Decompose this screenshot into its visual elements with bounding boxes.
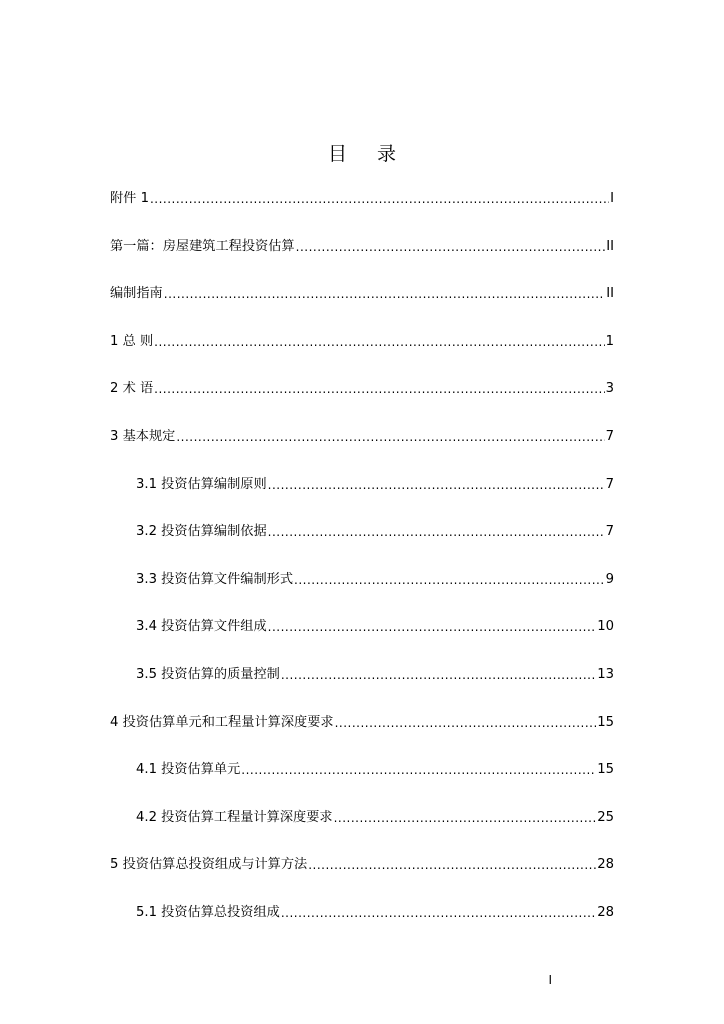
toc-entry-label: 4.2 投资估算工程量计算深度要求 bbox=[136, 809, 333, 825]
toc-entry-label: 4.1 投资估算单元 bbox=[136, 762, 241, 778]
toc-entry-page: II bbox=[606, 286, 614, 302]
toc-leader-dots bbox=[150, 188, 609, 210]
toc-entry-page: I bbox=[610, 191, 614, 206]
toc-leader-dots bbox=[281, 902, 596, 924]
toc-entry-page: 15 bbox=[597, 762, 614, 778]
toc-entry-label: 附件 1 bbox=[110, 191, 149, 206]
toc-entry-page: 15 bbox=[597, 714, 614, 730]
toc-leader-dots bbox=[296, 236, 606, 258]
toc-entry-page: 1 bbox=[605, 333, 614, 349]
toc-entry[interactable] bbox=[110, 854, 614, 902]
toc-leader-dots bbox=[334, 807, 597, 829]
toc-entry-label: 4 投资估算单元和工程量计算深度要求 bbox=[110, 714, 334, 730]
toc-subentry[interactable] bbox=[110, 616, 614, 664]
toc-leader-dots bbox=[154, 331, 604, 353]
toc-leader-dots bbox=[268, 474, 605, 496]
toc-entry-label: 3.3 投资估算文件编制形式 bbox=[136, 571, 294, 587]
toc-leader-dots bbox=[308, 854, 596, 876]
toc-entry-label: 编制指南 bbox=[110, 286, 163, 302]
toc-entry-label: 3.4 投资估算文件组成 bbox=[136, 619, 267, 635]
toc-entry-page: 7 bbox=[605, 428, 614, 444]
toc-leader-dots bbox=[268, 521, 605, 543]
toc-entry-label: 1 总 则 bbox=[110, 333, 154, 349]
toc-leader-dots bbox=[241, 759, 596, 781]
toc-entry[interactable] bbox=[110, 426, 614, 474]
toc-leader-dots bbox=[268, 616, 597, 638]
toc-entry[interactable] bbox=[110, 331, 614, 379]
toc-entry-label: 5.1 投资估算总投资组成 bbox=[136, 904, 280, 920]
toc-subentry[interactable] bbox=[110, 902, 614, 950]
toc-subentry[interactable] bbox=[110, 521, 614, 569]
toc-entry-page: 9 bbox=[605, 571, 614, 587]
toc-entry-page: 13 bbox=[597, 666, 614, 682]
table-of-contents bbox=[110, 188, 614, 950]
toc-entry-page: 28 bbox=[597, 857, 614, 873]
toc-entry-label: 3.1 投资估算编制原则 bbox=[136, 476, 267, 492]
toc-entry-page: 3 bbox=[605, 381, 614, 397]
toc-entry-page: 28 bbox=[597, 904, 614, 920]
toc-entry-page: 10 bbox=[597, 619, 614, 635]
toc-entry[interactable] bbox=[110, 378, 614, 426]
toc-subentry[interactable] bbox=[110, 664, 614, 712]
toc-leader-dots bbox=[154, 378, 604, 400]
toc-leader-dots bbox=[164, 283, 605, 305]
toc-entry[interactable] bbox=[110, 236, 614, 284]
toc-subentry[interactable] bbox=[110, 474, 614, 522]
toc-entry-label: 2 术 语 bbox=[110, 381, 154, 397]
page-number: I bbox=[548, 973, 552, 987]
toc-subentry[interactable] bbox=[110, 759, 614, 807]
toc-subentry[interactable] bbox=[110, 569, 614, 617]
toc-subentry[interactable] bbox=[110, 807, 614, 855]
toc-entry-page: 7 bbox=[605, 524, 614, 540]
toc-entry-label: 3.2 投资估算编制依据 bbox=[136, 524, 267, 540]
toc-entry[interactable] bbox=[110, 712, 614, 760]
toc-entry-page: 7 bbox=[605, 476, 614, 492]
toc-entry-page: II bbox=[606, 238, 614, 254]
toc-leader-dots bbox=[281, 664, 596, 686]
toc-leader-dots bbox=[176, 426, 604, 448]
toc-entry[interactable] bbox=[110, 283, 614, 331]
toc-entry-page: 25 bbox=[597, 809, 614, 825]
toc-entry[interactable] bbox=[110, 188, 614, 236]
toc-entry-label: 5 投资估算总投资组成与计算方法 bbox=[110, 857, 308, 873]
toc-entry-label: 3.5 投资估算的质量控制 bbox=[136, 666, 280, 682]
toc-entry-label: 3 基本规定 bbox=[110, 428, 176, 444]
page-title: 目 录 bbox=[327, 143, 409, 165]
toc-leader-dots bbox=[294, 569, 605, 591]
toc-entry-label: 第一篇：房屋建筑工程投资估算 bbox=[110, 238, 295, 254]
toc-leader-dots bbox=[335, 712, 597, 734]
